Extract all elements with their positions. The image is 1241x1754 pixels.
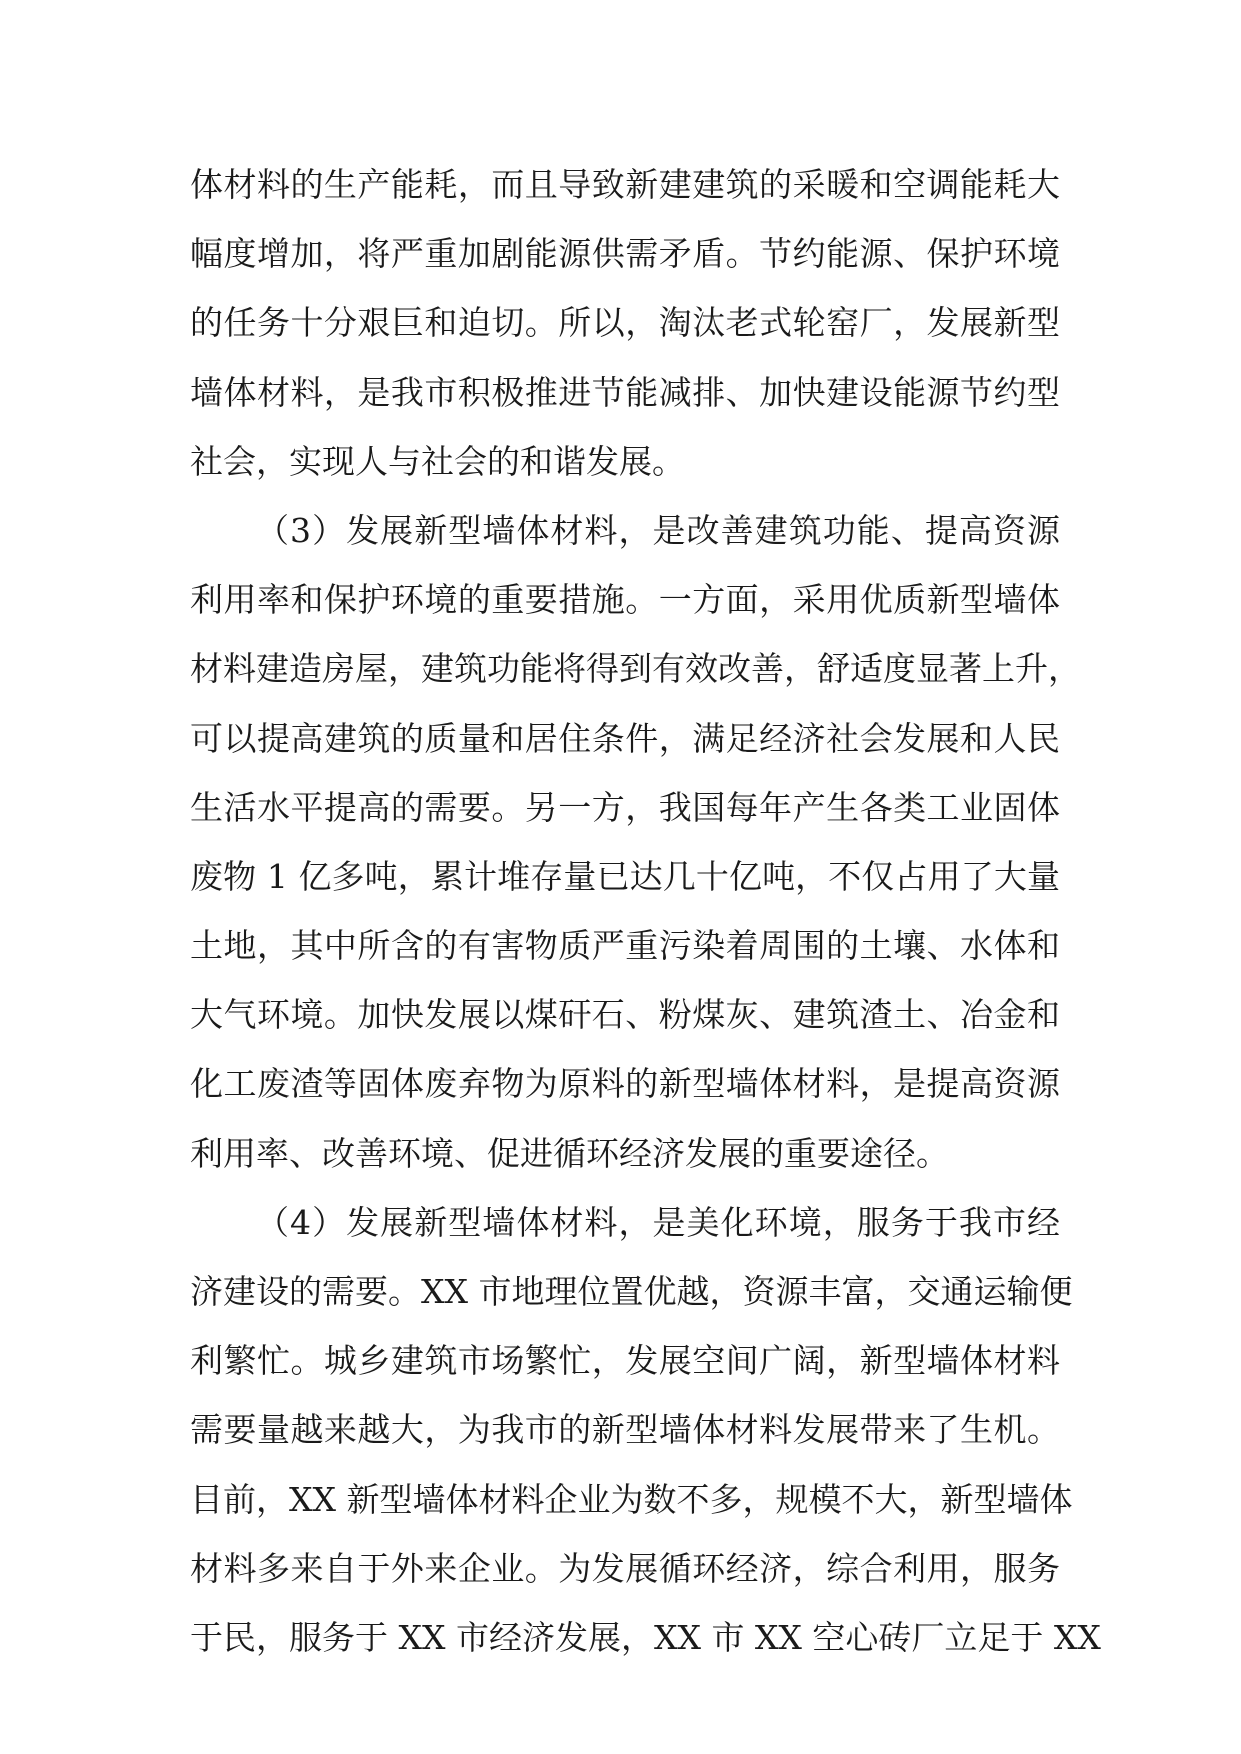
text-line: 利用率和保护环境的重要措施。一方面，采用优质新型墙体 (190, 580, 1060, 620)
text-line: 幅度增加，将严重加剧能源供需矛盾。节约能源、保护环境 (190, 234, 1060, 274)
text-line: 社会，实现人与社会的和谐发展。 (190, 441, 685, 481)
text-line: 于民，服务于 XX 市经济发展，XX 市 XX 空心砖厂立足于 XX (190, 1617, 1101, 1657)
text-line: 可以提高建筑的质量和居住条件，满足经济社会发展和人民 (190, 718, 1060, 758)
text-line: 材料多来自于外来企业。为发展循环经济，综合利用，服务 (190, 1548, 1060, 1588)
paragraph-start-line: （4）发展新型墙体材料，是美化环境，服务于我市经 (256, 1202, 1060, 1242)
text-line: 大气环境。加快发展以煤矸石、粉煤灰、建筑渣土、冶金和 (190, 995, 1060, 1035)
text-line: 材料建造房屋，建筑功能将得到有效改善，舒适度显著上升， (190, 649, 1081, 689)
text-line: 济建设的需要。XX 市地理位置优越，资源丰富，交通运输便 (190, 1272, 1073, 1311)
paragraph-start-line: （3）发展新型墙体材料，是改善建筑功能、提高资源 (256, 510, 1060, 550)
text-line: 废物 1 亿多吨，累计堆存量已达几十亿吨，不仅占用了大量 (190, 856, 1060, 896)
text-line: 利繁忙。城乡建筑市场繁忙，发展空间广阔，新型墙体材料 (190, 1341, 1060, 1381)
text-line: 化工废渣等固体废弃物为原料的新型墙体材料，是提高资源 (190, 1064, 1060, 1104)
text-line: 生活水平提高的需要。另一方，我国每年产生各类工业固体 (190, 787, 1060, 827)
text-line: 利用率、改善环境、促进循环经济发展的重要途径。 (190, 1133, 949, 1173)
text-line: 的任务十分艰巨和迫切。所以，淘汰老式轮窑厂，发展新型 (190, 303, 1060, 343)
text-line: 土地，其中所含的有害物质严重污染着周围的土壤、水体和 (190, 926, 1060, 966)
text-line: 需要量越来越大，为我市的新型墙体材料发展带来了生机。 (190, 1410, 1060, 1450)
body-text (190, 150, 1101, 1672)
text-line: 体材料的生产能耗，而且导致新建建筑的采暖和空调能耗大 (190, 165, 1060, 204)
text-line: 墙体材料，是我市积极推进节能减排、加快建设能源节约型 (190, 372, 1060, 412)
text-line: 目前，XX 新型墙体材料企业为数不多，规模不大，新型墙体 (190, 1479, 1073, 1519)
